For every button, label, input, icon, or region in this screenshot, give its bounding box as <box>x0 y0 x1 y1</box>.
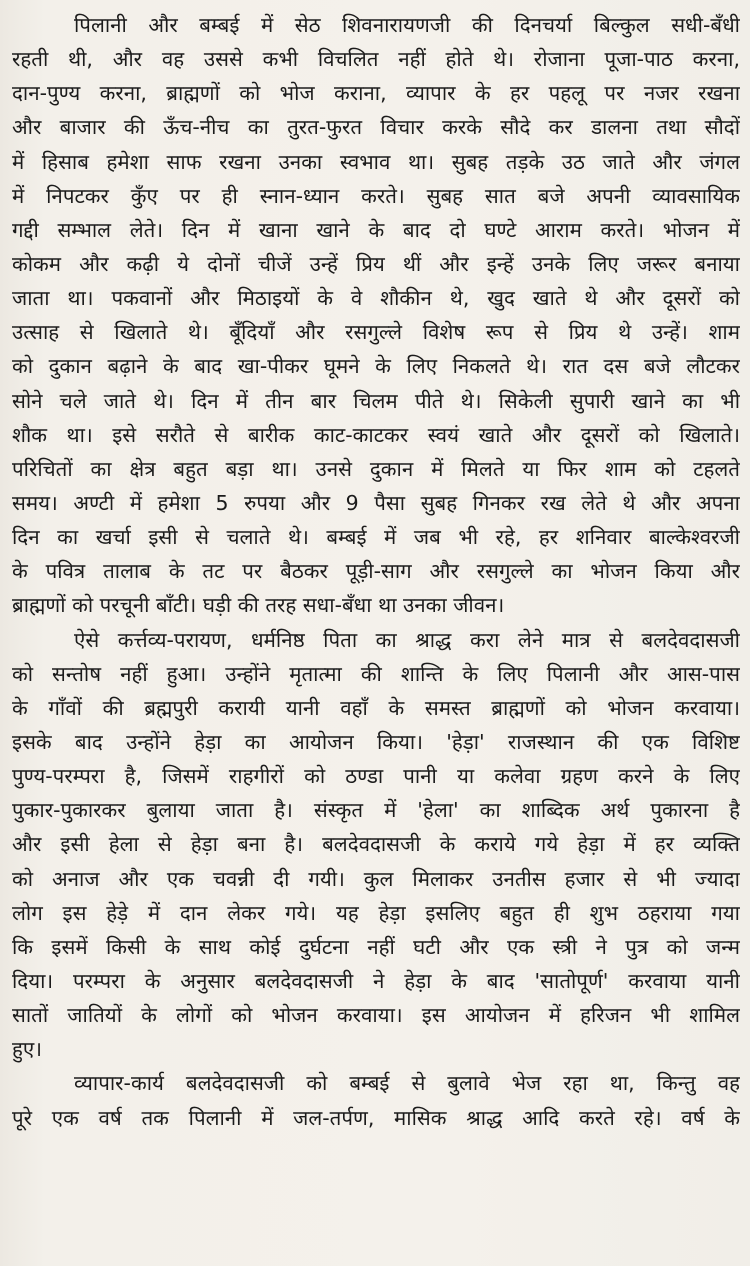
text-line: में हिसाब हमेशा साफ रखना उनका स्वभाव था। सुबह तड़के उठ जाते और जंगल <box>12 149 740 174</box>
text-line: लोग इस हेड़े में दान लेकर गये। यह हेड़ा इसलिए बहुत ही शुभ ठहराया गया <box>12 900 740 925</box>
text-line: दान-पुण्य करना, ब्राह्मणों को भोज कराना, व्यापार के हर पहलू पर नजर रखना <box>12 81 740 106</box>
text-line: व्यापार-कार्य बलदेवदासजी को बम्बई से बुलावे भेज रहा था, किन्तु वह <box>74 1071 740 1096</box>
text-line: परिचितों का क्षेत्र बहुत बड़ा था। उनसे दुकान में मिलते या फिर शाम को टहलते <box>12 456 740 481</box>
text-line: उत्साह से खिलाते थे। बूँदियाँ और रसगुल्ले विशेष रूप से प्रिय थे उन्हें। शाम <box>12 320 740 345</box>
text-line: गद्दी सम्भाल लेते। दिन में खाना खाने के बाद दो घण्टे आराम करते। भोजन में <box>12 217 740 242</box>
text-line: को सन्तोष नहीं हुआ। उन्होंने मृतात्मा की शान्ति के लिए पिलानी और आस-पास <box>12 661 740 686</box>
text-line: जाता था। पकवानों और मिठाइयों के वे शौकीन थे, खुद खाते थे और दूसरों को <box>12 286 740 311</box>
text-line: में निपटकर कुँए पर ही स्नान-ध्यान करते। सुबह सात बजे अपनी व्यावसायिक <box>12 183 740 208</box>
text-line: कोकम और कढ़ी ये दोनों चीजें उन्हें प्रिय थीं और इन्हें उनके लिए जरूर बनाया <box>12 251 740 276</box>
text-line: को अनाज और एक चवन्नी दी गयी। कुल मिलाकर उनतीस हजार से भी ज्यादा <box>12 866 740 891</box>
text-line: शौक था। इसे सरौते से बारीक काट-काटकर स्वयं खाते और दूसरों को खिलाते। <box>12 422 740 447</box>
text-line: के पवित्र तालाब के तट पर बैठकर पूड़ी-साग और रसगुल्ले का भोजन किया और <box>12 559 740 584</box>
text-line: ऐसे कर्त्तव्य-परायण, धर्मनिष्ठ पिता का श्राद्ध करा लेने मात्र से बलदेवदासजी <box>74 627 740 652</box>
text-line: सातों जातियों के लोगों को भोजन करवाया। इस आयोजन में हरिजन भी शामिल <box>12 1003 740 1028</box>
text-line: दिन का खर्चा इसी से चलाते थे। बम्बई में जब भी रहे, हर शनिवार बाल्केश्वरजी <box>12 525 740 550</box>
text-line: इसके बाद उन्होंने हेड़ा का आयोजन किया। 'हेड़ा' राजस्थान की एक विशिष्ट <box>12 729 740 754</box>
text-line: कि इसमें किसी के साथ कोई दुर्घटना नहीं घटी और एक स्त्री ने पुत्र को जन्म <box>12 934 740 959</box>
text-line: और बाजार की ऊँच-नीच का तुरत-फुरत विचार करके सौदे कर डालना तथा सौदों <box>12 115 740 140</box>
text-line: और इसी हेला से हेड़ा बना है। बलदेवदासजी के कराये गये हेड़ा में हर व्यक्ति <box>12 832 740 857</box>
text-line: हुए। <box>12 1037 42 1062</box>
text-line: पूरे एक वर्ष तक पिलानी में जल-तर्पण, मासिक श्राद्ध आदि करते रहे। वर्ष के <box>12 1105 740 1130</box>
text-line: के गाँवों की ब्रह्मपुरी करायी यानी वहाँ के समस्त ब्राह्मणों को भोजन करवाया। <box>12 695 740 720</box>
text-line: पुकार-पुकारकर बुलाया जाता है। संस्कृत में 'हेला' का शाब्दिक अर्थ पुकारना है <box>12 798 740 823</box>
text-line: पुण्य-परम्परा है, जिसमें राहगीरों को ठण्डा पानी या कलेवा ग्रहण करने के लिए <box>12 764 740 789</box>
text-line: ब्राह्मणों को परचूनी बाँटी। घड़ी की तरह सधा-बँधा था उनका जीवन। <box>12 593 505 618</box>
text-line: रहती थी, और वह उससे कभी विचलित नहीं होते थे। रोजाना पूजा-पाठ करना, <box>12 47 740 72</box>
text-line: दिया। परम्परा के अनुसार बलदेवदासजी ने हेड़ा के बाद 'सातोपूर्ण' करवाया यानी <box>12 968 740 993</box>
body-text <box>12 8 740 1135</box>
text-line: पिलानी और बम्बई में सेठ शिवनारायणजी की दिनचर्या बिल्कुल सधी-बँधी <box>74 13 740 37</box>
text-line: को दुकान बढ़ाने के बाद खा-पीकर घूमने के लिए निकलते थे। रात दस बजे लौटकर <box>12 354 740 379</box>
text-line: सोने चले जाते थे। दिन में तीन बार चिलम पीते थे। सिकेली सुपारी खाने का भी <box>12 388 740 413</box>
text-line: समय। अण्टी में हमेशा 5 रुपया और 9 पैसा सुबह गिनकर रख लेते थे और अपना <box>12 490 740 515</box>
